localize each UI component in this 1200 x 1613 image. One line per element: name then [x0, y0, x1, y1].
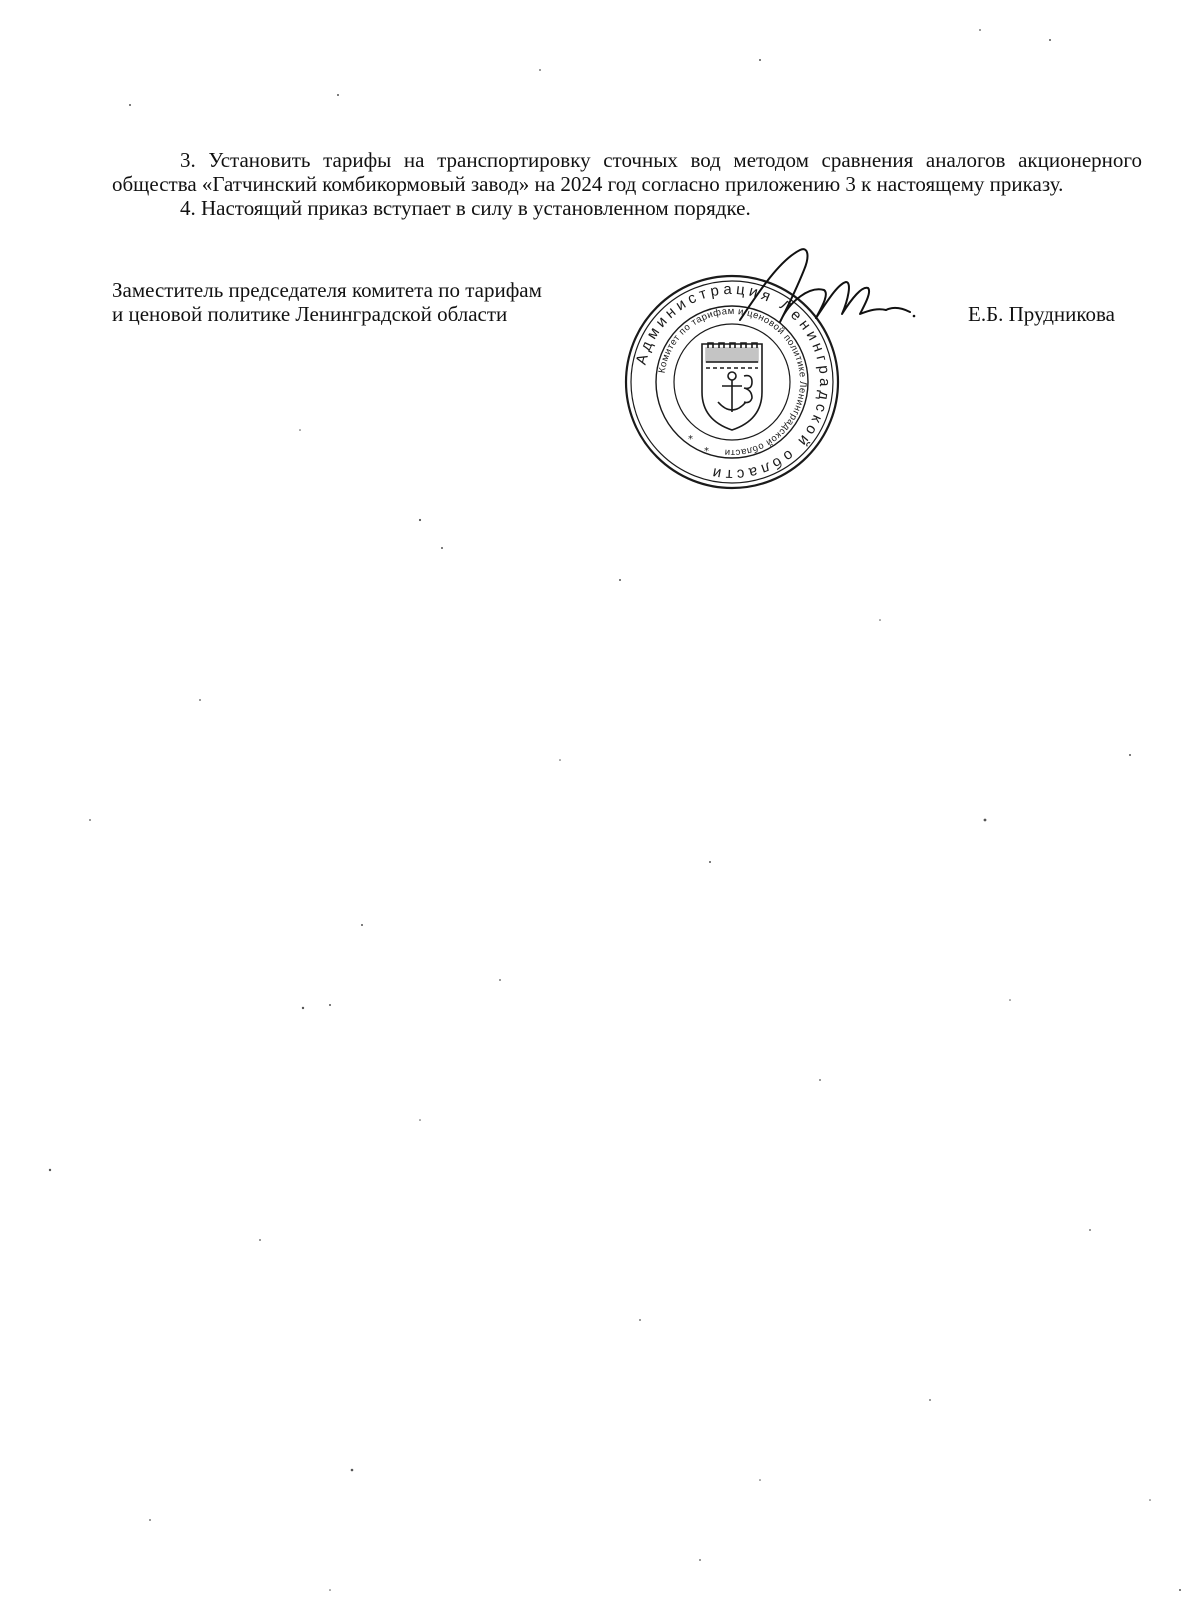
signatory-position-line2: и ценовой политике Ленинградской области	[112, 302, 508, 326]
signatory-position	[112, 278, 542, 326]
paragraph-4: 4. Настоящий приказ вступает в силу в установленном порядке.	[180, 196, 751, 220]
stamp-inner-text: Комитет по тарифам и ценовой политике Ленинградской области	[656, 305, 809, 459]
paragraph-3: 3. Установить тарифы на транспортировку сточных вод методом сравнения аналогов акционерного общества «Гатчинский комбикормовый завод» на 2024 год согласно приложению 3 к настоящему приказу.	[112, 148, 1142, 196]
order-body	[112, 148, 1142, 220]
stamp-outer-text: Администрация Ленинградской области	[632, 280, 834, 484]
coat-of-arms-icon	[702, 343, 762, 430]
svg-text:*: *	[688, 434, 693, 445]
signatory-position-line1: Заместитель председателя комитета по тарифам	[112, 278, 542, 302]
handwritten-signature	[720, 240, 920, 350]
svg-text:*: *	[704, 446, 709, 457]
signer-name: Е.Б. Прудникова	[968, 302, 1115, 326]
